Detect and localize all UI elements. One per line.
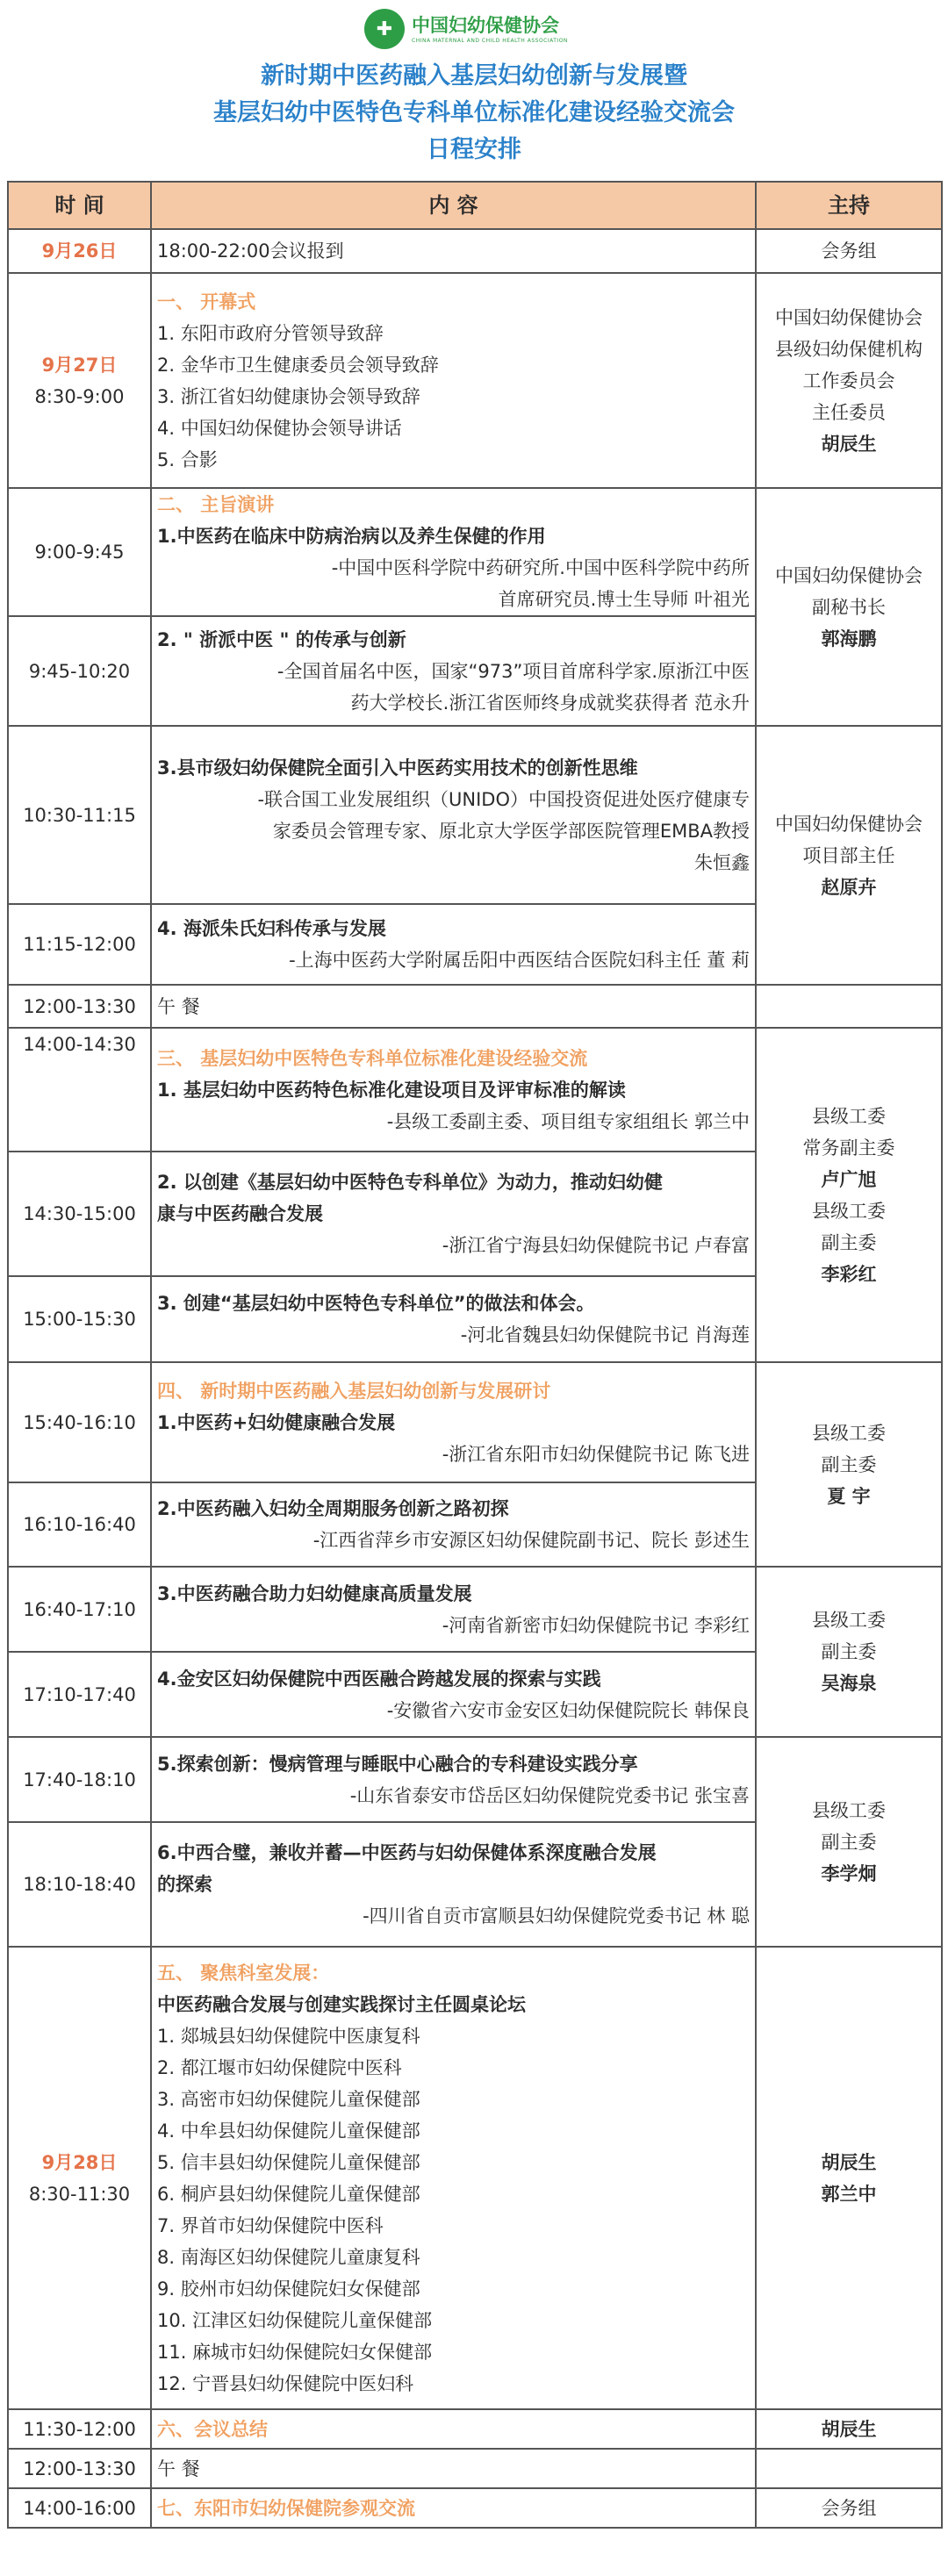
list-item: 10. 江津区妇幼保健院儿童保健部 xyxy=(157,2309,433,2331)
list-item: 2. 都江堰市妇幼保健院中医科 xyxy=(157,2056,402,2078)
speaker: -江西省萍乡市安源区妇幼保健院副书记、院长 彭述生 xyxy=(312,1530,750,1551)
page-title-line-3: 日程安排 xyxy=(427,136,521,163)
speaker: 家委员会管理专家、原北京大学医学部医院管理EMBA教授 xyxy=(272,820,750,842)
host-name: 郭兰中 xyxy=(821,2183,877,2205)
list-item: 5. 合影 xyxy=(157,448,218,470)
host-name: 李学炯 xyxy=(821,1862,877,1884)
list-item: 5. 信丰县妇幼保健院儿童保健部 xyxy=(157,2151,420,2173)
talk-title: 1.中医药在临床中防病治病以及养生保健的作用 xyxy=(157,526,546,547)
host-line: 副主委 xyxy=(821,1641,877,1662)
association-emblem-icon: ✚ xyxy=(364,9,405,49)
date-cell: 9月27日 xyxy=(41,354,118,376)
host-line: 工作委员会 xyxy=(802,370,895,391)
host-name: 卢广旭 xyxy=(821,1168,877,1190)
header-content: 内 容 xyxy=(151,182,756,229)
speaker: -上海中医药大学附属岳阳中西医结合医院妇科主任 董 莉 xyxy=(289,950,750,971)
host-cell: 会务组 xyxy=(756,229,942,273)
talk-title: 康与中医药融合发展 xyxy=(157,1203,323,1224)
time-cell: 10:30-11:15 xyxy=(8,726,151,904)
time-cell: 14:00-16:00 xyxy=(8,2488,151,2528)
host-line: 副秘书长 xyxy=(812,596,886,618)
forum-title: 中医药融合发展与创建实践探讨主任圆桌论坛 xyxy=(157,1993,526,2015)
speaker: -河北省魏县妇幼保健院书记 肖海莲 xyxy=(460,1324,750,1345)
speaker: 朱恒鑫 xyxy=(694,851,750,873)
time-cell: 16:10-16:40 xyxy=(8,1482,151,1567)
host-name: 郭海鹏 xyxy=(821,628,877,649)
speaker: -浙江省宁海县妇幼保健院书记 卢春富 xyxy=(442,1235,750,1256)
date-cell: 9月28日 xyxy=(41,2151,118,2173)
speaker: -河南省新密市妇幼保健院书记 李彩红 xyxy=(442,1614,750,1636)
talk-title: 3. 创建“基层妇幼中医特色专科单位”的做法和体会。 xyxy=(157,1293,595,1314)
time-cell: 18:10-18:40 xyxy=(8,1822,151,1947)
section-heading: 七、东阳市妇幼保健院参观交流 xyxy=(151,2488,756,2528)
host-line: 县级工委 xyxy=(812,1105,886,1127)
talk-title: 1. 基层妇幼中医药特色标准化建设项目及评审标准的解读 xyxy=(157,1079,626,1101)
talk-title: 3.中医药融合助力妇幼健康高质量发展 xyxy=(157,1582,472,1604)
list-item: 4. 中国妇幼保健协会领导讲话 xyxy=(157,417,402,439)
host-name: 胡辰生 xyxy=(756,2409,942,2449)
logo-name-en: CHINA MATERNAL AND CHILD HEALTH ASSOCIATION xyxy=(412,37,568,44)
section-heading: 四、 新时期中医药融入基层妇幼创新与发展研讨 xyxy=(157,1380,551,1402)
host-name: 李彩红 xyxy=(821,1263,877,1285)
speaker: 首席研究员.博士生导师 叶祖光 xyxy=(498,589,750,610)
host-line: 中国妇幼保健协会 xyxy=(775,564,923,586)
time-cell: 17:10-17:40 xyxy=(8,1652,151,1737)
schedule-table xyxy=(7,181,943,2529)
time-cell: 11:30-12:00 xyxy=(8,2409,151,2449)
list-item: 8. 南海区妇幼保健院儿童康复科 xyxy=(157,2246,420,2268)
host-cell: 会务组 xyxy=(756,2488,942,2528)
list-item: 4. 中牟县妇幼保健院儿童保健部 xyxy=(157,2120,420,2142)
host-line: 县级妇幼保健机构 xyxy=(775,338,923,360)
host-name: 吴海泉 xyxy=(821,1673,877,1694)
host-line: 副主委 xyxy=(821,1831,877,1853)
talk-title: 2. 以创建《基层妇幼中医特色专科单位》为动力，推动妇幼健 xyxy=(157,1172,663,1193)
page-title-line-2: 基层妇幼中医特色专科单位标准化建设经验交流会 xyxy=(213,99,735,126)
list-item: 6. 桐庐县妇幼保健院儿童保健部 xyxy=(157,2183,420,2205)
list-item: 1. 郯城县妇幼保健院中医康复科 xyxy=(157,2025,420,2047)
speaker: -安徽省六安市金安区妇幼保健院院长 韩保良 xyxy=(386,1699,750,1721)
talk-title: 2. " 浙派中医 " 的传承与创新 xyxy=(157,628,406,650)
content-cell: 午 餐 xyxy=(151,985,756,1028)
logo-name-cn: 中国妇幼保健协会 xyxy=(412,14,559,36)
speaker: -四川省自贡市富顺县妇幼保健院党委书记 林 聪 xyxy=(363,1905,750,1927)
host-line: 县级工委 xyxy=(812,1200,886,1222)
host-line: 中国妇幼保健协会 xyxy=(775,306,923,328)
speaker: 药大学校长.浙江省医师终身成就奖获得者 范永升 xyxy=(350,692,750,714)
content-cell: 18:00-22:00会议报到 xyxy=(151,229,756,273)
speaker: -联合国工业发展组织（UNIDO）中国投资促进处医疗健康专 xyxy=(257,788,750,810)
speaker: -山东省泰安市岱岳区妇幼保健院党委书记 张宝喜 xyxy=(349,1784,750,1806)
talk-title: 2.中医药融入妇幼全周期服务创新之路初探 xyxy=(157,1498,509,1519)
time-cell: 8:30-9:00 xyxy=(34,385,125,407)
host-line: 项目部主任 xyxy=(802,844,895,866)
host-name: 赵原卉 xyxy=(821,876,877,898)
list-item: 9. 胶州市妇幼保健院妇女保健部 xyxy=(157,2278,420,2300)
section-heading: 五、 聚焦科室发展： xyxy=(157,1962,330,1984)
list-item: 7. 界首市妇幼保健院中医科 xyxy=(157,2214,384,2236)
header-host: 主持 xyxy=(756,182,942,229)
speaker: -浙江省东阳市妇幼保健院书记 陈飞进 xyxy=(442,1443,750,1465)
host-line: 中国妇幼保健协会 xyxy=(775,813,923,835)
host-name: 胡辰生 xyxy=(821,2151,877,2173)
time-cell: 12:00-13:30 xyxy=(8,985,151,1028)
time-cell: 15:00-15:30 xyxy=(8,1276,151,1362)
host-line: 县级工委 xyxy=(812,1610,886,1631)
talk-title: 1.中医药+妇幼健康融合发展 xyxy=(157,1411,396,1433)
list-item: 3. 浙江省妇幼健康协会领导致辞 xyxy=(157,385,420,407)
time-cell: 14:30-15:00 xyxy=(8,1152,151,1276)
host-name: 夏 宇 xyxy=(827,1485,871,1507)
section-heading: 一、 开幕式 xyxy=(157,291,256,312)
host-name: 胡辰生 xyxy=(821,433,877,455)
speaker: -县级工委副主委、项目组专家组组长 郭兰中 xyxy=(386,1110,750,1132)
time-cell: 9:45-10:20 xyxy=(8,616,151,726)
list-item: 1. 东阳市政府分管领导致辞 xyxy=(157,322,384,344)
header-time: 时 间 xyxy=(8,182,151,229)
time-cell: 17:40-18:10 xyxy=(8,1737,151,1822)
date-cell: 9月26日 xyxy=(8,229,151,273)
speaker: -中国中医科学院中药研究所.中国中医科学院中药所 xyxy=(331,557,750,578)
talk-title: 5.探索创新：慢病管理与睡眠中心融合的专科建设实践分享 xyxy=(157,1753,638,1775)
time-cell: 9:00-9:45 xyxy=(8,488,151,616)
time-cell: 15:40-16:10 xyxy=(8,1362,151,1482)
talk-title: 3.县市级妇幼保健院全面引入中医药实用技术的创新性思维 xyxy=(157,757,638,779)
list-item: 2. 金华市卫生健康委员会领导致辞 xyxy=(157,354,439,376)
host-line: 县级工委 xyxy=(812,1799,886,1821)
time-cell: 12:00-13:30 xyxy=(8,2449,151,2488)
host-line: 常务副主委 xyxy=(802,1137,895,1159)
section-heading: 三、 基层妇幼中医特色专科单位标准化建设经验交流 xyxy=(157,1047,588,1069)
time-cell: 11:15-12:00 xyxy=(8,904,151,985)
section-heading: 二、 主旨演讲 xyxy=(157,494,275,515)
page-title-line-1: 新时期中医药融入基层妇幼创新与发展暨 xyxy=(261,62,687,90)
section-heading: 六、会议总结 xyxy=(151,2409,756,2449)
header xyxy=(0,0,948,181)
host-line: 主任委员 xyxy=(812,401,886,423)
speaker: -全国首届名中医，国家“973”项目首席科学家.原浙江中医 xyxy=(276,660,750,682)
host-line: 县级工委 xyxy=(812,1422,886,1444)
association-logo xyxy=(364,9,568,49)
time-cell: 14:00-14:30 xyxy=(8,1028,151,1152)
content-cell: 午 餐 xyxy=(151,2449,756,2488)
talk-title: 4.金安区妇幼保健院中西医融合跨越发展的探索与实践 xyxy=(157,1668,601,1690)
list-item: 12. 宁晋县妇幼保健院中医妇科 xyxy=(157,2372,414,2394)
time-cell: 16:40-17:10 xyxy=(8,1567,151,1652)
talk-title: 6.中西合璧，兼收并蓄—中医药与妇幼保健体系深度融合发展 xyxy=(157,1842,657,1863)
time-cell: 8:30-11:30 xyxy=(28,2183,131,2205)
host-cell xyxy=(756,985,942,1028)
list-item: 11. 麻城市妇幼保健院妇女保健部 xyxy=(157,2341,433,2363)
talk-title: 的探索 xyxy=(157,1874,212,1895)
host-line: 副主委 xyxy=(821,1231,877,1253)
list-item: 3. 高密市妇幼保健院儿童保健部 xyxy=(157,2088,420,2110)
host-cell xyxy=(756,2449,942,2488)
host-line: 副主委 xyxy=(821,1453,877,1475)
talk-title: 4. 海派朱氏妇科传承与发展 xyxy=(157,918,386,939)
